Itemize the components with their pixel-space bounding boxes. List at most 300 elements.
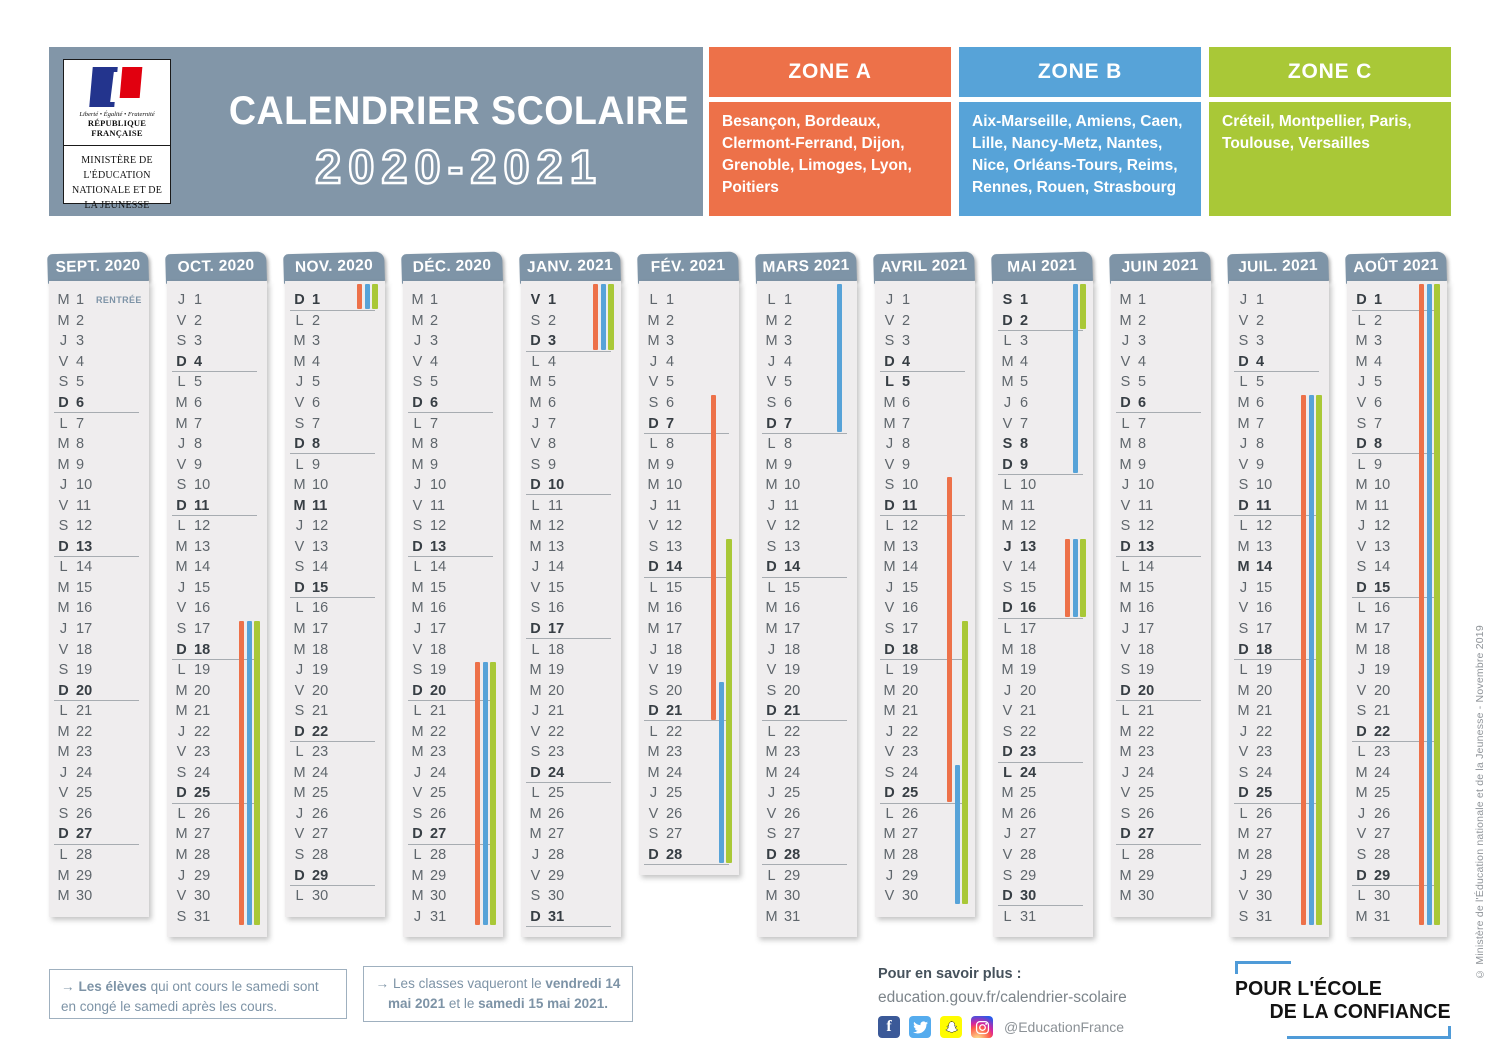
day-number: 27 [666,826,683,843]
day-number: 12 [312,518,329,535]
day-letter: V [648,805,659,822]
day-letter: S [1238,477,1249,494]
day-letter: M [175,415,188,432]
day-letter: J [649,785,658,802]
day-row [521,290,621,311]
note-segment: et le [445,996,479,1012]
day-letter: V [1238,312,1249,329]
day-number: 23 [1138,744,1155,761]
day-letter: M [1119,292,1132,309]
day-row [757,763,857,784]
zone-c-cities: Créteil, Montpellier, Paris, Toulouse, Versailles [1209,102,1451,216]
day-number: 29 [902,867,919,884]
vacation-bar-zone-b [955,765,961,905]
day-number: 8 [1374,436,1383,453]
day-letter: M [175,826,188,843]
day-row [167,680,267,701]
day-row [285,865,385,886]
day-row [1347,845,1447,866]
day-letter: V [1002,847,1013,864]
day-number: 6 [312,395,321,411]
day-letter: D [58,395,69,411]
day-number: 9 [548,456,557,473]
day-row [1347,311,1447,332]
day-row [757,886,857,907]
day-letter: L [295,744,304,761]
day-number: 28 [76,847,93,864]
day-letter: V [58,641,69,658]
day-letter: S [1356,415,1367,432]
day-letter: M [765,621,778,638]
day-letter: L [649,579,658,596]
day-letter: D [884,497,895,514]
day-row [993,372,1093,393]
day-letter: J [1003,538,1012,555]
vacation-bar-zone-c [1080,539,1086,617]
day-number: 21 [666,703,683,720]
day-row [49,886,149,907]
day-row [639,598,739,619]
day-row [757,434,857,455]
day-letter: M [175,682,188,699]
day-letter: M [1119,436,1132,453]
day-row [757,824,857,845]
day-number: 16 [548,600,565,617]
day-number: 28 [430,847,447,864]
day-row [993,331,1093,352]
day-letter: M [647,333,660,350]
day-letter: J [767,353,776,370]
day-number: 6 [1020,395,1029,411]
day-letter: L [1003,477,1012,494]
day-letter: S [766,826,777,843]
day-letter: V [294,682,305,699]
day-row [875,454,975,475]
day-number: 24 [548,764,565,781]
day-number: 5 [1256,374,1265,391]
day-row [521,454,621,475]
day-number: 14 [194,559,211,576]
day-number: 16 [784,600,801,617]
day-row [1347,619,1447,640]
day-number: 3 [430,333,439,350]
day-row [403,475,503,496]
day-row [403,742,503,763]
day-letter: M [765,600,778,617]
day-letter: M [411,292,424,309]
day-letter: S [530,312,541,329]
day-number: 28 [1374,847,1391,864]
day-number: 21 [1020,703,1037,720]
day-row [403,352,503,373]
day-row [1347,413,1447,434]
day-row [1111,660,1211,681]
day-row [757,578,857,599]
day-letter: M [411,436,424,453]
day-number: 27 [548,826,565,843]
day-letter: M [765,333,778,350]
day-letter: J [649,353,658,370]
day-letter: D [294,436,305,453]
day-letter: J [1239,723,1248,740]
day-row [521,393,621,414]
day-letter: J [413,333,422,350]
day-row [167,413,267,434]
day-row [49,495,149,516]
day-letter: V [884,888,895,905]
day-letter: D [1002,312,1013,329]
day-row [1347,290,1447,311]
day-number: 11 [1138,497,1154,514]
day-letter: V [766,374,777,391]
day-number: 17 [76,621,93,638]
day-letter: M [883,703,896,720]
day-row [521,906,621,927]
day-number: 26 [902,805,919,822]
day-letter: M [1001,662,1014,679]
day-row [757,680,857,701]
vacation-bar-zone-b [365,284,371,309]
twitter-icon [909,1016,931,1038]
day-letter: V [1002,703,1013,720]
day-number: 10 [1256,477,1273,494]
day-row [285,495,385,516]
day-number: 19 [1374,662,1391,679]
day-row [1347,906,1447,927]
day-letter: M [1119,579,1132,596]
day-number: 9 [76,456,85,473]
day-number: 12 [76,518,93,535]
day-letter: M [293,333,306,350]
day-row [993,804,1093,825]
day-row [1347,454,1447,475]
day-letter: S [412,518,423,535]
day-letter: M [1119,456,1132,473]
day-number: 4 [1256,353,1265,370]
day-number: 23 [430,744,447,761]
day-letter: M [1355,621,1368,638]
day-letter: L [413,559,422,576]
day-letter: S [1002,436,1013,453]
day-row [403,537,503,558]
day-letter: M [1001,805,1014,822]
day-number: 27 [76,826,93,843]
day-row [993,886,1093,907]
day-row [1229,475,1329,496]
day-row [285,475,385,496]
day-number: 25 [548,785,565,802]
day-letter: D [1120,682,1131,699]
day-number: 7 [666,415,675,432]
day-letter: J [59,621,68,638]
day-letter: S [648,682,659,699]
day-row [993,475,1093,496]
day-letter: S [1002,579,1013,596]
day-row [285,290,385,311]
day-row [49,413,149,434]
day-row [639,537,739,558]
day-number: 20 [312,682,329,699]
day-letter: M [647,744,660,761]
day-letter: M [1237,826,1250,843]
month-column [1229,254,1329,937]
vacation-bar-zone-a [1301,395,1307,925]
day-row [403,413,503,434]
day-row [521,763,621,784]
day-row [1111,680,1211,701]
day-number: 17 [548,621,565,638]
day-letter: V [412,497,423,514]
day-row [993,865,1093,886]
day-row [403,886,503,907]
day-letter: L [1121,415,1130,432]
day-row [167,783,267,804]
day-letter: D [176,497,187,514]
day-letter: D [530,621,541,638]
day-row [993,824,1093,845]
day-number: 17 [1374,621,1391,638]
day-row [1111,783,1211,804]
day-row [993,701,1093,722]
day-row [1347,537,1447,558]
day-letter: L [413,847,422,864]
day-letter: J [531,415,540,432]
day-row [285,660,385,681]
day-letter: V [1238,600,1249,617]
day-letter: L [177,518,186,535]
day-number: 4 [1138,353,1147,370]
day-number: 23 [548,744,565,761]
day-row [1111,721,1211,742]
day-letter: D [1356,579,1367,596]
day-row [1347,660,1447,681]
day-number: 24 [666,764,683,781]
zone-b-cities: Aix-Marseille, Amiens, Caen, Lille, Nancy-Metz, Nantes, Nice, Orléans-Tours, Reims, Rennes, Rouen, Strasbourg [959,102,1201,216]
day-letter: L [767,723,776,740]
day-letter: M [411,723,424,740]
day-row [1347,331,1447,352]
day-number: 14 [430,559,447,576]
day-row [1111,742,1211,763]
day-number: 30 [784,888,801,905]
day-number: 3 [194,333,203,350]
day-letter: S [176,621,187,638]
day-letter: M [765,744,778,761]
day-number: 8 [76,436,85,453]
day-row [875,516,975,537]
day-number: 13 [1138,538,1155,555]
day-number: 2 [548,312,557,329]
day-row [521,660,621,681]
day-number: 25 [76,785,93,802]
day-row [403,906,503,927]
month-column [875,254,975,937]
day-row [521,557,621,578]
day-row [167,619,267,640]
day-row [49,619,149,640]
day-letter: D [294,723,305,740]
day-letter: M [1355,641,1368,658]
day-number: 16 [1138,600,1155,617]
month-tab: SEPT. 2020 [47,251,149,284]
day-letter: M [1119,888,1132,905]
day-letter: L [413,703,422,720]
day-letter: J [177,867,186,884]
day-letter: V [1120,497,1131,514]
day-row [1111,352,1211,373]
day-row [403,865,503,886]
day-letter: S [766,682,777,699]
day-row [875,845,975,866]
day-row [1111,434,1211,455]
day-letter: M [647,621,660,638]
day-number: 10 [548,477,565,494]
day-row [993,352,1093,373]
day-row [167,311,267,332]
day-number: 20 [194,682,211,699]
day-number: 5 [76,374,85,391]
day-letter: D [1356,292,1367,309]
day-row [993,721,1093,742]
day-row [1347,742,1447,763]
day-letter: V [1120,641,1131,658]
day-letter: M [883,826,896,843]
day-letter: M [647,764,660,781]
day-row [521,845,621,866]
day-row [1111,804,1211,825]
day-number: 23 [784,744,801,761]
day-row [993,290,1093,311]
day-letter: V [530,579,541,596]
day-letter: D [884,785,895,802]
day-number: 29 [1020,867,1037,884]
day-number: 8 [1138,436,1147,453]
day-row [521,434,621,455]
day-row [1347,495,1447,516]
day-row [1111,763,1211,784]
day-letter: D [648,559,659,576]
day-letter: L [767,292,776,309]
day-letter: V [530,723,541,740]
day-row [875,331,975,352]
day-letter: M [765,888,778,905]
day-number: 9 [902,456,911,473]
day-row [285,434,385,455]
day-row [285,331,385,352]
day-letter: D [766,559,777,576]
day-row [521,352,621,373]
day-letter: V [1356,682,1367,699]
day-row [285,619,385,640]
day-letter: V [1356,538,1367,555]
day-row [757,454,857,475]
facebook-letter: f [886,1018,892,1035]
day-row [1229,639,1329,660]
month-tab: JUIN 2021 [1109,251,1211,284]
day-number: 21 [312,703,329,720]
day-row [521,742,621,763]
day-number: 9 [1374,456,1383,473]
day-number: 29 [76,867,93,884]
instagram-icon [971,1016,993,1038]
day-number: 6 [1138,395,1147,411]
day-number: 14 [76,559,93,576]
day-row [167,763,267,784]
day-number: 15 [548,579,565,596]
day-row [521,721,621,742]
day-row [1111,372,1211,393]
day-letter: L [1003,908,1012,925]
snapchat-icon [940,1016,962,1038]
day-letter: J [885,579,894,596]
day-number: 25 [312,785,329,802]
day-letter: M [293,497,306,514]
day-row [875,721,975,742]
day-number: 12 [194,518,211,535]
day-letter: M [529,518,542,535]
day-number: 22 [1374,723,1391,740]
day-row [1229,680,1329,701]
day-number: 28 [902,847,919,864]
day-letter: S [1120,805,1131,822]
day-row [1229,537,1329,558]
vacation-bar-zone-c [962,621,968,905]
day-number: 18 [1020,641,1037,658]
day-row [1229,290,1329,311]
day-letter: M [411,456,424,473]
day-number: 5 [430,374,439,391]
day-letter: L [1357,600,1366,617]
day-row [1347,352,1447,373]
day-number: 21 [1138,703,1155,720]
day-number: 1 [1256,292,1265,309]
day-letter: S [412,805,423,822]
day-row [1347,639,1447,660]
day-number: 14 [666,559,683,576]
day-row [993,413,1093,434]
day-letter: S [1120,518,1131,535]
day-number: 10 [194,477,211,494]
day-number: 30 [312,888,329,905]
day-row [875,578,975,599]
day-row [49,290,149,311]
day-row [1111,845,1211,866]
day-number: 29 [430,867,447,884]
day-row [757,537,857,558]
day-letter: D [530,764,541,781]
day-row [757,372,857,393]
facebook-icon [878,1016,900,1038]
day-number: 2 [784,312,793,329]
day-letter: M [1237,395,1250,411]
day-row [285,763,385,784]
day-letter: V [530,292,541,309]
note-segment: Les élèves [78,979,147,994]
day-row [1347,701,1447,722]
day-letter: M [57,888,70,905]
day-row [167,824,267,845]
zone-b-title: ZONE B [959,47,1201,97]
day-letter: L [295,888,304,905]
day-number: 8 [784,436,793,453]
day-number: 17 [784,621,801,638]
day-number: 20 [666,682,683,699]
day-row [521,495,621,516]
day-number: 23 [194,744,211,761]
day-row [1347,783,1447,804]
day-letter: D [294,867,305,884]
day-letter: D [530,908,541,925]
